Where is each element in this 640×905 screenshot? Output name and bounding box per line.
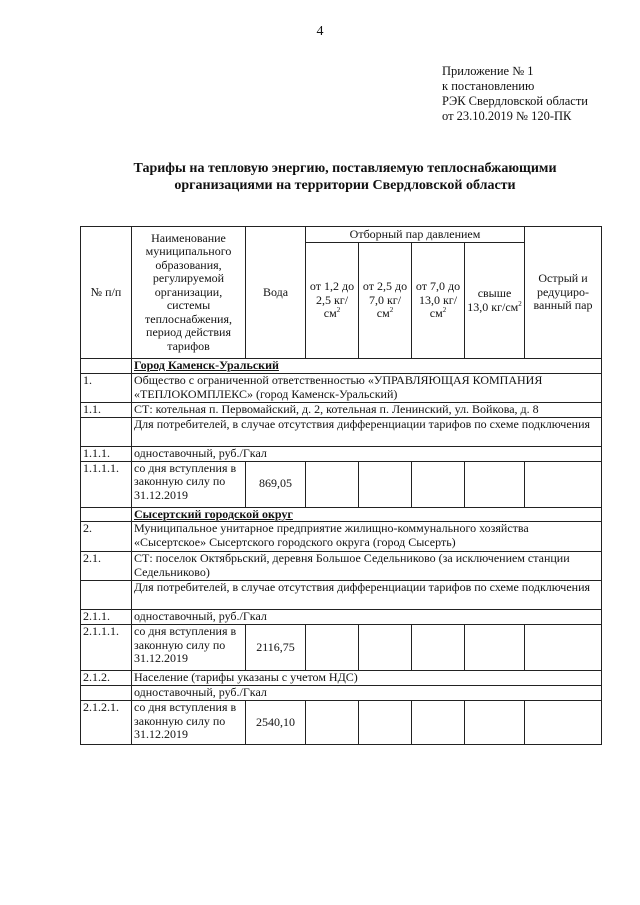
- empty-cell: [465, 461, 525, 507]
- table-row: [81, 625, 602, 671]
- water-tariff-value: 2540,10: [246, 701, 306, 745]
- appendix-line: от 23.10.2019 № 120-ПК: [442, 109, 572, 123]
- row-num: [81, 581, 132, 610]
- table-row: [81, 359, 602, 374]
- header-pressure-1: [306, 243, 359, 359]
- table-row: [81, 552, 602, 581]
- header-steam-group: Отборный пар давлением: [306, 227, 525, 243]
- section-heading: Город Каменск-Уральский: [132, 359, 602, 374]
- tariffs-table: [80, 226, 602, 745]
- row-num: [81, 359, 132, 374]
- table-row: [81, 447, 602, 462]
- title-line: организациями на территории Свердловской области: [174, 178, 516, 193]
- section-heading: Сысертский городской округ: [132, 507, 602, 522]
- appendix-block: [442, 64, 588, 124]
- table-row: [81, 701, 602, 745]
- row-text: Муниципальное унитарное предприятие жилищно-коммунального хозяйства «Сысертское» Сысертского городского округа (город Сысерть): [132, 522, 602, 552]
- row-num: 2.1.2.: [81, 671, 132, 686]
- empty-cell: [525, 701, 602, 745]
- table-row: [81, 403, 602, 418]
- row-text: СТ: поселок Октябрьский, деревня Большое Седельниково (за исключением станции Седельниково): [132, 552, 602, 581]
- row-text: Для потребителей, в случае отсутствия дифференциации тарифов по схеме подключения: [132, 418, 602, 447]
- sup-2: 2: [442, 306, 447, 315]
- row-period: со дня вступления в законную силу по 31.12.2019: [132, 461, 246, 507]
- empty-cell: [525, 461, 602, 507]
- header-pressure-label: от 7,0 до 13,0 кг/см: [415, 279, 461, 321]
- appendix-line: РЭК Свердловской области: [442, 94, 588, 108]
- table-row: [81, 671, 602, 686]
- empty-cell: [412, 625, 465, 671]
- row-num: [81, 507, 132, 522]
- empty-cell: [306, 701, 359, 745]
- row-num: [81, 686, 132, 701]
- sup-2: 2: [389, 306, 394, 315]
- header-pressure-label: свыше 13,0 кг/см: [467, 286, 519, 314]
- sup-2: 2: [518, 299, 522, 308]
- row-text: одноставочный, руб./Гкал: [132, 686, 602, 701]
- page-number: 4: [316, 24, 324, 39]
- row-text: одноставочный, руб./Гкал: [132, 610, 602, 625]
- header-pressure-2: [359, 243, 412, 359]
- row-num: 1.: [81, 374, 132, 403]
- row-text: Для потребителей, в случае отсутствия дифференциации тарифов по схеме подключения: [132, 581, 602, 610]
- water-tariff-value: 2116,75: [246, 625, 306, 671]
- header-sharp-steam: Острый и редуциро-ванный пар: [525, 227, 602, 359]
- empty-cell: [465, 625, 525, 671]
- row-num: 2.: [81, 522, 132, 552]
- sup-2: 2: [336, 306, 341, 315]
- appendix-line: Приложение № 1: [442, 64, 534, 78]
- header-num: № п/п: [81, 227, 132, 359]
- empty-cell: [306, 625, 359, 671]
- title-line: Тарифы на тепловую энергию, поставляемую теплоснабжающими: [133, 161, 557, 176]
- header-row: [81, 227, 602, 243]
- empty-cell: [465, 701, 525, 745]
- row-period: со дня вступления в законную силу по 31.12.2019: [132, 701, 246, 745]
- table-row: [81, 610, 602, 625]
- header-pressure-3: [412, 243, 465, 359]
- table-row: [81, 461, 602, 507]
- header-pressure-label: от 1,2 до 2,5 кг/см: [309, 279, 355, 321]
- empty-cell: [359, 461, 412, 507]
- water-tariff-value: 869,05: [246, 461, 306, 507]
- empty-cell: [359, 701, 412, 745]
- empty-cell: [412, 461, 465, 507]
- row-num: 1.1.: [81, 403, 132, 418]
- empty-cell: [306, 461, 359, 507]
- table-row: [81, 686, 602, 701]
- header-pressure-4: [465, 243, 525, 359]
- empty-cell: [359, 625, 412, 671]
- row-text: СТ: котельная п. Первомайский, д. 2, котельная п. Ленинский, ул. Войкова, д. 8: [132, 403, 602, 418]
- appendix-line: к постановлению: [442, 79, 535, 93]
- row-num: 2.1.1.: [81, 610, 132, 625]
- row-num: 2.1.: [81, 552, 132, 581]
- row-num: 2.1.1.1.: [81, 625, 132, 671]
- row-num: 2.1.2.1.: [81, 701, 132, 745]
- table-row: [81, 374, 602, 403]
- document-title: [60, 160, 630, 194]
- row-text: Общество с ограниченной ответственностью «УПРАВЛЯЮЩАЯ КОМПАНИЯ «ТЕПЛОКОМПЛЕКС» (город Каменск-Уральский): [132, 374, 602, 403]
- empty-cell: [412, 701, 465, 745]
- row-text: одноставочный, руб./Гкал: [132, 447, 602, 462]
- table-row: [81, 522, 602, 552]
- table-row: [81, 507, 602, 522]
- header-water: Вода: [246, 227, 306, 359]
- header-pressure-label: от 2,5 до 7,0 кг/см: [362, 279, 408, 321]
- header-name: Наименование муниципального образования, регулируемой организации, системы теплоснабжения, период действия тарифов: [132, 227, 246, 359]
- table-row: [81, 581, 602, 610]
- row-num: [81, 418, 132, 447]
- row-period: со дня вступления в законную силу по 31.12.2019: [132, 625, 246, 671]
- empty-cell: [525, 625, 602, 671]
- row-num: 1.1.1.: [81, 447, 132, 462]
- row-text: Население (тарифы указаны с учетом НДС): [132, 671, 602, 686]
- table-row: [81, 418, 602, 447]
- row-num: 1.1.1.1.: [81, 461, 132, 507]
